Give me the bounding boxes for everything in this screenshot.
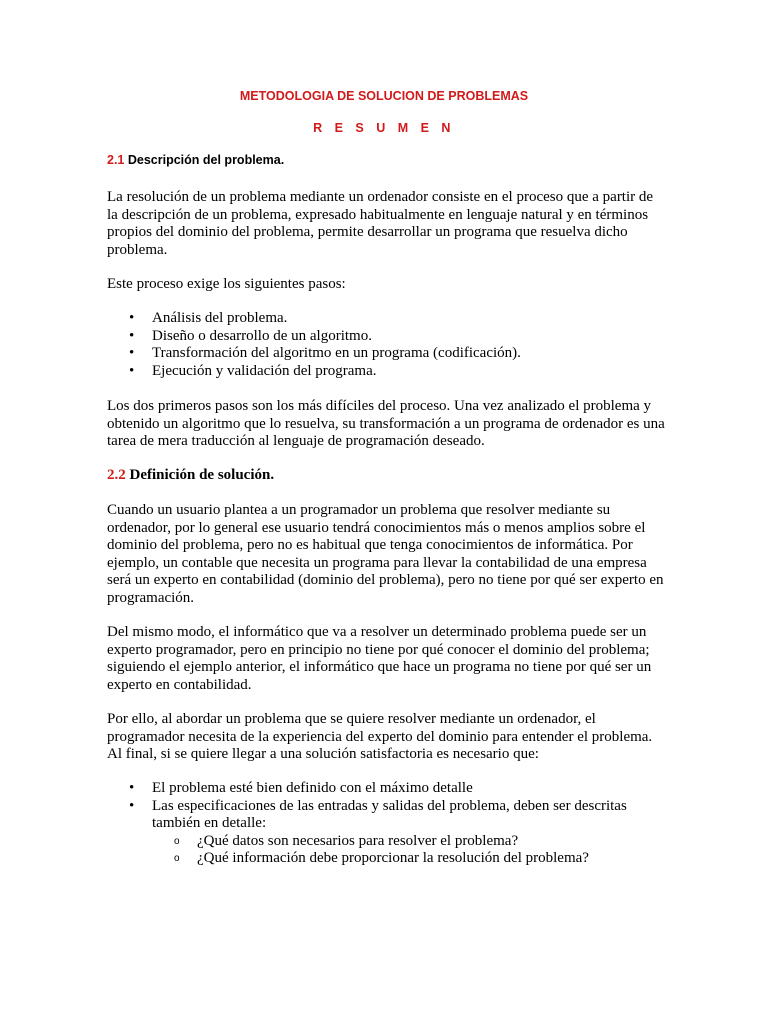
list-item-text: Las especificaciones de las entradas y salidas del problema, deben ser descritas también en detalle:	[152, 797, 627, 831]
list-item	[107, 798, 667, 868]
bullet-marker: •	[129, 310, 135, 326]
bullet-marker: •	[129, 780, 135, 796]
list-item-text: El problema esté bien definido con el máximo detalle	[152, 780, 473, 796]
sub-list-item-text: ¿Qué datos son necesarios para resolver el problema?	[197, 832, 519, 849]
section-2-heading	[107, 467, 274, 484]
list-item	[107, 310, 667, 328]
list-item-text: Diseño o desarrollo de un algoritmo.	[152, 327, 372, 344]
section-2-paragraph-1: Cuando un usuario plantea a un programador un problema que resolver mediante su ordenador, por lo general ese usuario tendrá conocimientos más o menos amplios sobre el dominio del problema, pero no es habitual que tenga conocimientos de informática. Por ejemplo, un contable que necesita un programa para llevar la contabilidad de una empresa será un experto en contabilidad (dominio del problema), pero no tiene por qué ser experto en programación.	[107, 502, 664, 606]
document-subtitle: R E S U M E N	[313, 121, 455, 135]
sub-bullet-marker: o	[174, 835, 180, 847]
list-item	[107, 363, 667, 381]
steps-list	[107, 310, 667, 380]
sub-list-item	[152, 850, 667, 868]
list-item-text: Análisis del problema.	[152, 310, 288, 326]
bullet-marker: •	[129, 362, 135, 379]
bullet-marker: •	[129, 345, 135, 361]
document-title: METODOLOGIA DE SOLUCION DE PROBLEMAS	[239, 89, 529, 103]
section-1-heading	[107, 153, 284, 167]
bullet-marker: •	[129, 327, 135, 344]
list-item	[107, 345, 667, 363]
section-1-intro-paragraph: La resolución de un problema mediante un ordenador consiste en el proceso que a partir de la descripción de un problema, expresado habitualmente en lenguaje natural y en términos propios del dominio del problema, permite desarrollar un programa que resuelva dicho problema.	[107, 189, 654, 258]
requirements-list	[107, 780, 667, 868]
section-2-number: 2.2	[107, 467, 126, 483]
section-1-steps-intro: Este proceso exige los siguientes pasos:	[107, 276, 346, 292]
list-item-text: Transformación del algoritmo en un programa (codificación).	[152, 345, 521, 361]
bullet-marker: •	[129, 797, 135, 814]
list-item-text: Ejecución y validación del programa.	[152, 362, 377, 379]
sub-list	[152, 833, 667, 868]
section-1-closing-paragraph: Los dos primeros pasos son los más difíciles del proceso. Una vez analizado el problema y obtenido un algoritmo que lo resuelva, su transformación a un programa de ordenador es una tarea de mera traducción al lenguaje de programación deseado.	[107, 398, 665, 449]
sub-list-item	[152, 833, 667, 851]
sub-list-item-text: ¿Qué información debe proporcionar la resolución del problema?	[197, 850, 589, 866]
section-2-paragraph-3: Por ello, al abordar un problema que se quiere resolver mediante un ordenador, el programador necesita de la experiencia del experto del dominio para entender el problema. Al final, si se quiere llegar a una solución satisfactoria es necesario que:	[107, 711, 653, 762]
section-1-number: 2.1	[107, 153, 125, 167]
list-item	[107, 780, 667, 798]
section-1-title: Descripción del problema.	[127, 153, 285, 167]
sub-bullet-marker: o	[174, 853, 180, 864]
section-2-title: Definición de solución.	[129, 467, 275, 483]
list-item	[107, 328, 667, 346]
section-2-paragraph-2: Del mismo modo, el informático que va a resolver un determinado problema puede ser un experto programador, pero en principio no tiene por qué conocer el dominio del problema; siguiendo el ejemplo anterior, el informático que hace un programa no tiene por qué ser un experto en contabilidad.	[107, 624, 652, 693]
